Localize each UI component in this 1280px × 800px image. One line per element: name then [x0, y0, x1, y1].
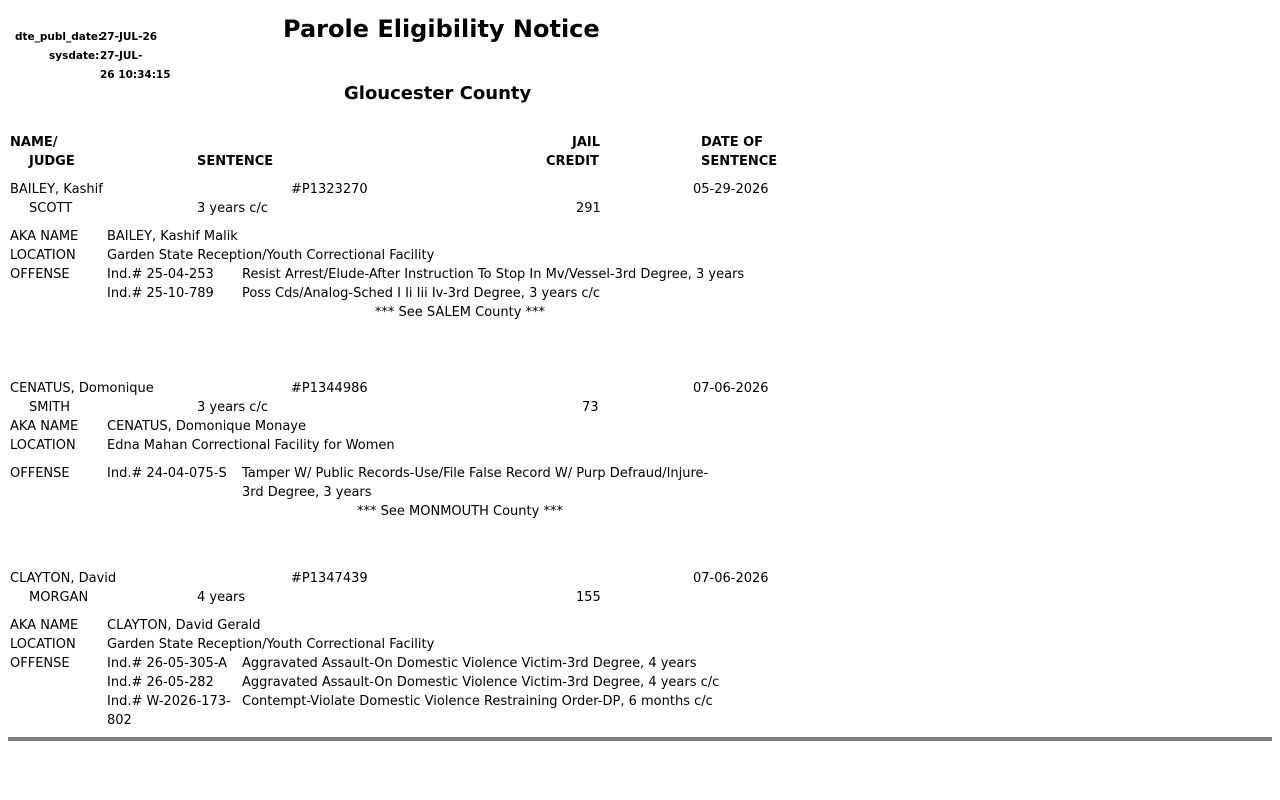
sentence-term: 3 years c/c	[197, 201, 268, 216]
jail-credit: 155	[576, 590, 601, 605]
indictment-number: Ind.# 26-05-305-A	[107, 656, 228, 671]
inmate-id: #P1347439	[291, 571, 368, 586]
sentence-term: 4 years	[197, 590, 246, 605]
aka-value: CENATUS, Domonique Monaye	[107, 419, 306, 434]
offense-description: Poss Cds/Analog-Sched I Ii Iii Iv-3rd Degree, 3 years c/c	[242, 286, 601, 301]
judge-name: MORGAN	[29, 590, 89, 605]
indictment-number: Ind.# W-2026-173-	[107, 694, 231, 709]
offense-description: Tamper W/ Public Records-Use/File False Record W/ Purp Defraud/Injure-	[242, 466, 709, 481]
col-judge: JUDGE	[29, 154, 75, 169]
pub-date-value: 27-JUL-26	[100, 31, 158, 43]
offense-label: OFFENSE	[10, 466, 70, 481]
col-date-sentence: SENTENCE	[701, 154, 778, 169]
col-credit: CREDIT	[546, 154, 599, 169]
aka-label: AKA NAME	[10, 618, 79, 633]
aka-label: AKA NAME	[10, 229, 79, 244]
location-value: Garden State Reception/Youth Correctional Facility	[107, 637, 435, 652]
page-divider	[8, 737, 1272, 741]
sysdate-time: 26 10:34:15	[100, 69, 171, 81]
indictment-number-cont: 802	[107, 713, 132, 728]
offense-description: Resist Arrest/Elude-After Instruction To Stop In Mv/Vessel-3rd Degree, 3 years	[242, 267, 745, 282]
sentence-date: 07-06-2026	[693, 571, 769, 586]
sysdate-value: 27-JUL-	[100, 50, 143, 62]
see-county-note: *** See MONMOUTH County ***	[357, 504, 563, 519]
see-county-note: *** See SALEM County ***	[374, 305, 546, 320]
inmate-id: #P1323270	[291, 182, 368, 197]
judge-name: SCOTT	[29, 201, 73, 216]
offense-description: Contempt-Violate Domestic Violence Restraining Order-DP, 6 months c/c	[242, 694, 713, 709]
indictment-number: Ind.# 24-04-075-S	[107, 466, 227, 481]
sentence-date: 07-06-2026	[693, 381, 769, 396]
location-label: LOCATION	[10, 438, 76, 453]
inmate-id: #P1344986	[291, 381, 368, 396]
aka-value: BAILEY, Kashif Malik	[107, 229, 238, 244]
sentence-term: 3 years c/c	[197, 400, 268, 415]
col-sentence: SENTENCE	[197, 154, 274, 169]
sysdate-label: sysdate:	[49, 50, 100, 62]
indictment-number: Ind.# 25-10-789	[107, 286, 214, 301]
inmate-name: BAILEY, Kashif	[10, 182, 103, 197]
location-value: Edna Mahan Correctional Facility for Women	[107, 438, 395, 453]
sentence-date: 05-29-2026	[693, 182, 769, 197]
col-name: NAME/	[10, 135, 58, 150]
county-title: Gloucester County	[344, 83, 532, 104]
inmate-name: CENATUS, Domonique	[10, 381, 154, 396]
indictment-number: Ind.# 25-04-253	[107, 267, 214, 282]
indictment-number: Ind.# 26-05-282	[107, 675, 214, 690]
col-date-of: DATE OF	[701, 135, 764, 150]
aka-value: CLAYTON, David Gerald	[107, 618, 261, 633]
judge-name: SMITH	[29, 400, 71, 415]
location-value: Garden State Reception/Youth Correctional Facility	[107, 248, 435, 263]
pub-date-label: dte_publ_date:	[15, 31, 103, 43]
location-label: LOCATION	[10, 248, 76, 263]
offense-label: OFFENSE	[10, 656, 70, 671]
location-label: LOCATION	[10, 637, 76, 652]
jail-credit: 291	[576, 201, 601, 216]
offense-description: Aggravated Assault-On Domestic Violence Victim-3rd Degree, 4 years c/c	[242, 675, 720, 690]
jail-credit: 73	[582, 400, 599, 415]
inmate-name: CLAYTON, David	[10, 571, 117, 586]
col-jail: JAIL	[572, 135, 601, 150]
aka-label: AKA NAME	[10, 419, 79, 434]
page-title: Parole Eligibility Notice	[283, 15, 600, 43]
offense-description-cont: 3rd Degree, 3 years	[242, 485, 372, 500]
offense-label: OFFENSE	[10, 267, 70, 282]
offense-description: Aggravated Assault-On Domestic Violence Victim-3rd Degree, 4 years	[242, 656, 697, 671]
